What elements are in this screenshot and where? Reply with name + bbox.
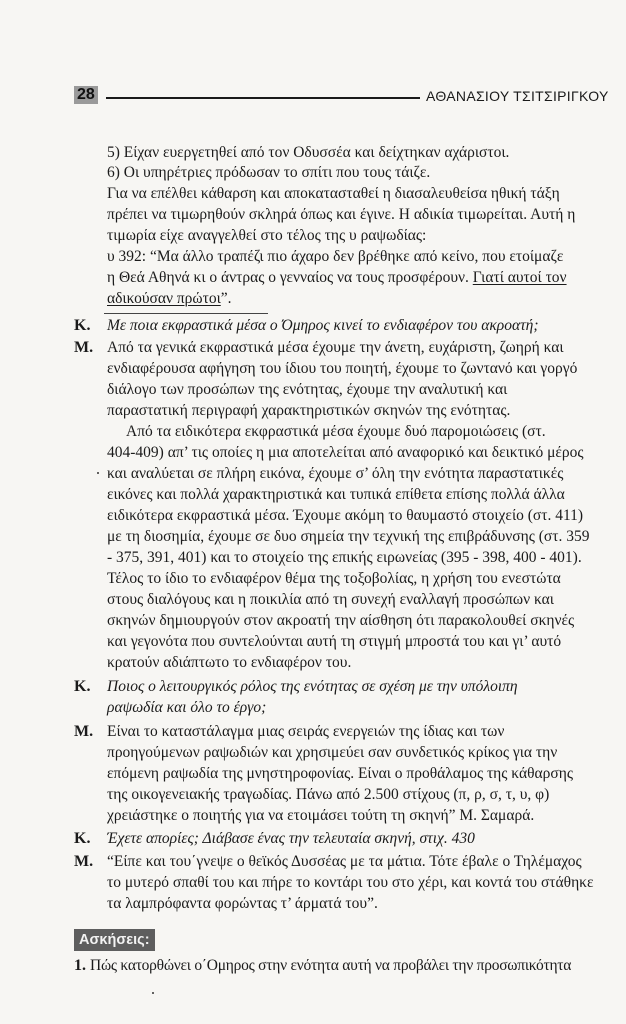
answer-line: - 375, 391, 401) και το στοιχείο της επικής ειρωνείας (395 - 398, 400 - 401). xyxy=(107,549,582,566)
text-line xyxy=(107,268,567,288)
answer-line: διάλογο των προσώπων της ενότητας, έχουμε την αναλυτική και xyxy=(107,381,508,398)
text-line: 6) Οι υπηρέτριες πρόδωσαν το σπίτι που τους τάιζε. xyxy=(107,164,431,181)
text-line xyxy=(107,289,232,309)
answer-line: στους διαλόγους και η ποικιλία από τη συνεχή εναλλαγή προσώπων και xyxy=(107,591,554,608)
answer-line: παραστατική περιγραφή χαρακτηριστικών σκηνών της ενότητας. xyxy=(107,402,511,419)
question-label: Κ. xyxy=(74,830,91,847)
answer-line: εικόνες και πολλά χαρακτηριστικά και τυπικά επίθετα επίσης πολλά άλλα xyxy=(107,486,565,503)
exercises-heading: Ασκήσεις: xyxy=(74,929,155,951)
answer-label: Μ. xyxy=(74,853,94,870)
exercise-text: Πώς κατορθώνει ο΄Ομηρος στην ενότητα αυτή να προβάλει την προσωπικότητα xyxy=(90,957,572,974)
text-line: 5) Είχαν ευεργετηθεί από τον Οδυσσέα και δείχτηκαν αχάριστοι. xyxy=(107,144,510,161)
text-line: τιμωρία είχε αναγγελθεί στο τέλος της υ ραψωδίας: xyxy=(107,227,427,244)
answer-label: Μ. xyxy=(74,339,94,356)
answer-line: Από τα γενικά εκφραστικά μέσα έχουμε την άνετη, ευχάριστη, ζωηρή και xyxy=(107,339,564,356)
answer-line: Είναι το καταστάλαγμα μιας σειράς ενεργειών της ίδιας και των xyxy=(107,723,505,740)
answer-line: προηγούμενων ραψωδιών και χρησιμεύει σαν συνδετικός κρίκος για την xyxy=(107,744,558,761)
text-line: πρέπει να τιμωρηθούν σκληρά όπως και έγινε. Η αδικία τιμωρείται. Αυτή η xyxy=(107,206,576,223)
question-text: Έχετε απορίες; Διάβασε ένας την τελευταία σκηνή, στιχ. 430 xyxy=(107,830,475,847)
pencil-underline xyxy=(104,313,268,314)
question-label: Κ. xyxy=(74,678,91,695)
text-line: Για να επέλθει κάθαρση και αποκατασταθεί η διασαλευθείσα ηθική τάξη xyxy=(107,185,560,202)
answer-line: ειδικότερα εκφραστικά μέσα. Έχουμε ακόμη το θαυμαστό στοιχείο (στ. 411) xyxy=(107,507,584,524)
running-head-author: ΑΘΑΝΑΣΙΟΥ ΤΣΙΤΣΙΡΙΓΚΟΥ xyxy=(426,88,609,104)
answer-label: Μ. xyxy=(74,723,94,740)
question-text: Ποιος ο λειτουργικός ρόλος της ενότητας σε σχέση με την υπόλοιπη xyxy=(107,678,518,695)
ink-dot xyxy=(97,472,99,474)
header-rule xyxy=(106,97,420,99)
exercise-number: 1. xyxy=(74,957,86,974)
answer-line: κρατούν αδιάπτωτο το ενδιαφέρον του. xyxy=(107,654,352,671)
answer-line: τα λαμπρόφαντα φορώντας τ’ άρματά του”. xyxy=(107,895,378,912)
ink-dot xyxy=(152,992,154,994)
answer-line: σκηνών δημιουργούν στον ακροατή την αίσθηση ότι παρακολουθεί σκηνές xyxy=(107,612,575,629)
answer-line: και αναλύεται σε πλήρη εικόνα, έχουμε σ’ όλη την ενότητα παραστατικές xyxy=(107,465,564,482)
text-line: υ 392: “Μα άλλο τραπέζι πιο άχαρο δεν βρέθηκε από κείνο, που ετοίμαζε xyxy=(107,248,564,265)
question-text: Με ποια εκφραστικά μέσα ο Όμηρος κινεί το ενδιαφέρον του ακροατή; xyxy=(107,317,539,334)
answer-line: το μυτερό σπαθί του και πήρε το κοντάρι του στο χέρι, και κοντά του στάθηκε xyxy=(107,874,594,891)
answer-line: “Είπε και του΄γνεψε ο θεϊκός Δυσσέας με τα μάτια. Τότε έβαλε ο Τηλέμαχος xyxy=(107,853,582,870)
answer-line: Από τα ειδικότερα εκφραστικά μέσα έχουμε δυό παρομοιώσεις (στ. xyxy=(126,423,546,440)
answer-line: 404-409) απ’ τις οποίες η μια αποτελείται από αναφορικό και δεικτικό μέρος xyxy=(107,444,584,461)
answer-line: Τέλος το ίδιο το ενδιαφέρον θέμα της τοξοβολίας, η χρήση του ενεστώτα xyxy=(107,570,561,587)
answer-line: ενδιαφέρουσα αφήγηση του ίδιου του ποιητή, έχουμε το ζωντανό και γοργό xyxy=(107,360,578,377)
answer-line: χρειάστηκε ο ποιητής για να ετοιμάσει τούτη τη σκηνή” Μ. Σαμαρά. xyxy=(107,807,535,824)
answer-line: και γεγονότα που συντελούνται αυτή τη στιγμή μπροστά του και γι’ αυτό xyxy=(107,633,562,650)
question-text: ραψωδία και όλο το έργο; xyxy=(107,699,267,716)
underlined-text: Γιατί αυτοί τον xyxy=(472,269,567,286)
answer-line: της οικογενειακής τραγωδίας. Πάνω από 2.500 στίχους (π, ρ, σ, τ, υ, φ) xyxy=(107,786,550,803)
question-label: Κ. xyxy=(74,317,91,334)
text-span: η Θεά Αθηνά κι ο άντρας ο γενναίος να τους προσφέρουν. xyxy=(107,269,473,286)
underlined-text: αδικούσαν πρώτοι xyxy=(107,290,221,307)
answer-line: με τη διοσημία, έχουμε σε δυο σημεία την τεχνική της επιβράδυνσης (στ. 359 xyxy=(107,528,590,545)
page-number: 28 xyxy=(74,86,98,104)
answer-line: επόμενη ραψωδία της μνηστηροφονίας. Είναι ο προθάλαμος της κάθαρσης xyxy=(107,765,573,782)
text-span: ”. xyxy=(220,290,232,307)
